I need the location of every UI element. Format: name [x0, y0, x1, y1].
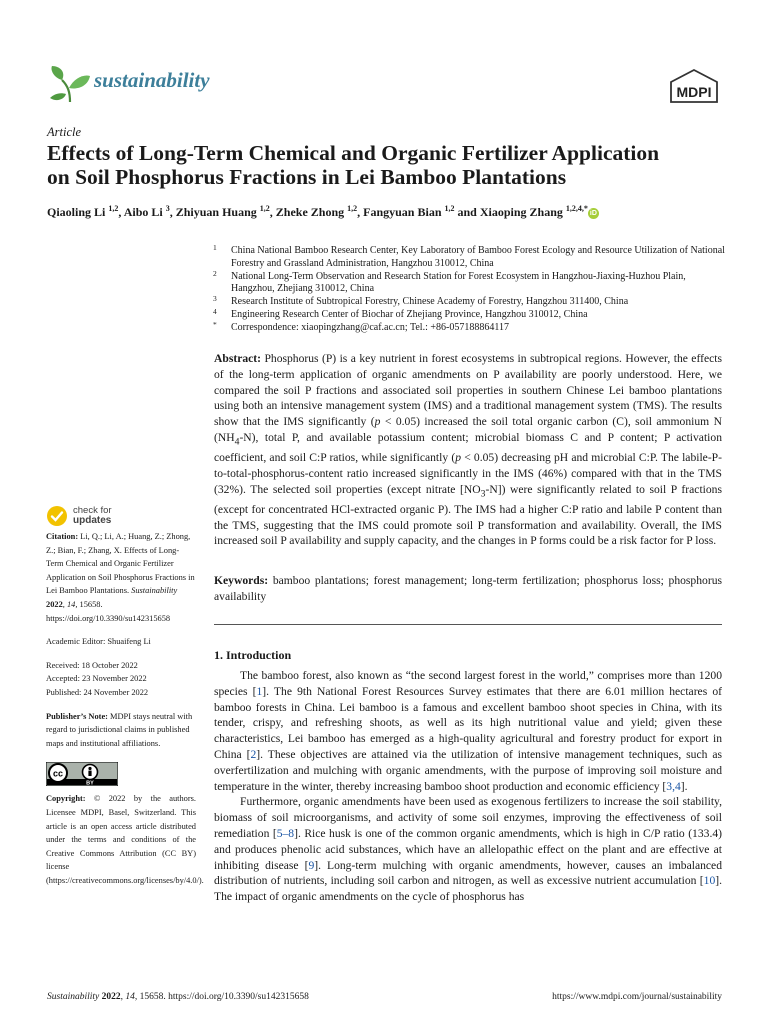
author-name[interactable]: Zheke Zhong — [275, 205, 345, 219]
author-name[interactable]: Aibo Li — [123, 205, 163, 219]
footer-journal-url[interactable]: https://www.mdpi.com/journal/sustainability — [552, 992, 722, 1002]
citation-journal: Sustainability — [131, 586, 178, 596]
sustainability-leaf-logo — [48, 64, 92, 104]
publisher-note — [46, 710, 196, 751]
abstract-text: < 0.05) decreasing pH and microbial C:P. The labile-P-to-total-phosphorus-content ratio increased significantly in the IMS (46%) compared with that in the TMS (32%). The selected soil properties (except nitrate [NO — [214, 451, 722, 496]
check-for-text: check for — [73, 505, 112, 516]
keywords-label: Keywords: — [214, 574, 269, 587]
citation — [46, 530, 196, 625]
abstract-text: Phosphorus (P) is a key nutrient in forest ecosystems in subtropical regions. However, the effects of the long-term application of organic amendments on P availability are poorly understood. Here, we compared the soil P fractions and associated soil properties in southern Chinese Lei bamboo plantations using both an intensive management system (IMS) and a traditional management system (TMS). The results show that the IMS significantly ( — [214, 352, 722, 429]
section-heading-introduction: 1. Introduction — [214, 648, 292, 662]
p-variable: p — [374, 415, 381, 429]
footer-year: 2022 — [99, 992, 121, 1002]
academic-editor: Academic Editor: Shuaifeng Li — [46, 637, 151, 647]
citation-link[interactable]: 2 — [250, 747, 257, 761]
author-separator: , — [118, 205, 124, 219]
abstract-text: -N]) were significantly related to soil P fractions (except for concentrated HCl-extracted organic P). The IMS had a higher C:P ratio and labile P content than the TMS, suggesting that the IMS could promote soil P transformation and availability. Overall, the IMS increased soil P availability and supply capacity, and the changes in P forms could be a risk factor for P loss. — [214, 482, 722, 548]
accepted-date: Accepted: 23 November 2022 — [46, 674, 147, 684]
citation-link[interactable]: 1 — [256, 684, 263, 698]
author-affiliation-mark: 1,2 — [444, 204, 455, 213]
citation-link[interactable]: 5–8 — [276, 826, 295, 840]
copyright — [46, 792, 204, 887]
affiliation-text: Correspondence: xiaopingzhang@caf.ac.cn; Tel.: +86-057188864117 — [231, 321, 509, 333]
affiliation-mark: * — [213, 319, 217, 329]
article-type: Article — [47, 125, 82, 139]
abstract-text: < 0.05) increased the soil total organic carbon (C), soil ammonium N (NH — [214, 415, 722, 444]
section-divider — [214, 624, 722, 625]
updates-text: updates — [73, 515, 112, 526]
affiliation-mark: 2 — [213, 268, 217, 278]
author-affiliation-mark: 3 — [165, 204, 170, 213]
author-affiliation-mark: 1,2 — [108, 204, 119, 213]
affiliation-text: National Long-Term Observation and Research Station for Forest Ecosystem in Hangzhou-Jiaxing-Huzhou Plain, Hangzhou, Zhejiang 310012, China — [231, 270, 686, 295]
affiliation-mark: 4 — [213, 306, 217, 316]
copyright-text: © 2022 by the authors. Licensee MDPI, Basel, Switzerland. This article is an open access article distributed under the terms and conditions of the Creative Commons Attribution (CC BY) license (https://creativecommons.org/licenses/by/4.0/). — [46, 794, 204, 885]
footer-journal: Sustainability — [47, 992, 100, 1002]
citation-link[interactable]: 9 — [308, 858, 315, 872]
article-sidebar — [46, 530, 204, 887]
mdpi-logo-text: MDPI — [676, 84, 712, 100]
footer-volume: , 14, — [120, 992, 138, 1002]
title-line-2: on Soil Phosphorus Fractions in Lei Bamboo Plantations — [47, 165, 567, 189]
intro-paragraph: The bamboo forest, also known as “the second largest forest in the world,” comprises more than 1200 species [1]. The 9th National Forest Resources Survey estimates that there are 6.01 million hectares of bamboo forests in China. Lei bamboo is a famous and excellent bamboo shoot species in China, with its tender, crispy, and refreshing shoots, as well as its high nutritional value and yield; given these characteristics, Lei bamboo has emerged as a high-quality agricultural and forestry product for export in China [2]. These objectives are attained via the utilization of intensive management techniques, such as overfertilization and mulching with organic amendments, with the purpose of improving soil moisture and temperature in the winter, thereby increasing bamboo shoot production and economic efficiency [3,4]. — [214, 669, 723, 793]
subscript: 3 — [480, 488, 486, 499]
affiliation-item — [213, 296, 725, 309]
author-separator: , — [169, 205, 176, 219]
author-name[interactable]: Zhiyuan Huang — [175, 205, 257, 219]
footer-doi[interactable]: 15658. https://doi.org/10.3390/su142315658 — [137, 992, 309, 1002]
abstract-text: -N), total P, and available potassium content; microbial biomass C and P content; P activation coefficient, and soil C:P ratios, while significantly ( — [214, 430, 722, 465]
abstract — [214, 351, 722, 549]
author-affiliation-mark: 1,2 — [347, 204, 358, 213]
introduction-body — [214, 668, 722, 905]
author-separator: , — [269, 205, 276, 219]
affiliation-text: Engineering Research Center of Biochar of Zhejiang Province, Hangzhou 310012, China — [231, 308, 588, 320]
author-affiliation-mark: 1,2,4,* — [565, 204, 588, 213]
author-separator: and — [454, 205, 480, 219]
intro-paragraph: Furthermore, organic amendments have been used as exogenous fertilizers to increase the soil stability, biomass of soil microorganisms, and activity of some soil enzymes, improving the effectiveness of soil remediation [5–8]. Rice husk is one of the common organic amendments, which is high in C/P ratio (133.4) and produces phenolic acid substances, which have an allelopathic effect on the plant and are effective at inhibiting disease [9]. Long-term mulching with organic amendments, however, causes an imbalanced distribution of nutrients, including soil carbon and nitrogen, as well as excessive nutrient accumulation [10]. The impact of organic amendments on the cycle of phosphorus has — [214, 795, 722, 904]
citation-label: Citation: — [46, 532, 79, 541]
author-affiliation-mark: 1,2 — [259, 204, 270, 213]
title-line-1: Effects of Long-Term Chemical and Organic Fertilizer Application — [47, 141, 660, 165]
check-for-updates-button[interactable] — [46, 505, 166, 527]
journal-name: sustainability — [94, 68, 210, 92]
orcid-icon[interactable]: iD — [589, 210, 597, 217]
publisher-note-text: MDPI stays neutral with regard to jurisdictional claims in published maps and institutional affiliations. — [46, 711, 193, 748]
affiliation-item — [213, 306, 725, 322]
check-for-updates-icon — [46, 505, 68, 527]
keywords — [214, 573, 722, 605]
citation-volume: , 14, — [62, 599, 78, 609]
copyright-label: Copyright: — [46, 794, 86, 804]
author-name[interactable]: Fangyuan Bian — [363, 205, 442, 219]
publisher-note-label: Publisher’s Note: — [46, 711, 108, 721]
author-name[interactable]: Qiaoling Li — [47, 205, 106, 219]
article-title — [47, 141, 737, 189]
author-name[interactable]: Xiaoping Zhang — [479, 205, 563, 219]
citation-link[interactable]: 10 — [703, 874, 716, 888]
cc-by-text: BY — [86, 780, 94, 787]
affiliation-text: Research Institute of Subtropical Forestry, Chinese Academy of Forestry, Hangzhou 311400, China — [231, 296, 629, 308]
mdpi-logo — [667, 68, 721, 104]
cc-by-license-badge[interactable] — [46, 762, 118, 786]
affiliation-item — [213, 245, 725, 271]
affiliation-text: China National Bamboo Research Center, Key Laboratory of Bamboo Forest Ecology and Resource Utilization of National Forestry and Grassland Administration, Hangzhou 310012, China — [231, 245, 725, 269]
affiliation-mark: 1 — [213, 243, 217, 252]
p-variable: p — [455, 451, 462, 465]
received-date: Received: 18 October 2022 — [46, 660, 138, 670]
cc-icon: cc — [52, 768, 64, 779]
affiliations — [213, 245, 725, 335]
affiliation-item — [213, 319, 725, 335]
abstract-label: Abstract: — [214, 352, 262, 365]
footer-citation — [47, 992, 309, 1002]
published-date: Published: 24 November 2022 — [46, 687, 149, 697]
affiliation-mark: 3 — [213, 294, 217, 304]
affiliation-item — [213, 268, 725, 297]
author-separator: , — [357, 205, 364, 219]
keywords-text: bamboo plantations; forest management; long-term fertilization; phosphorus loss; phosphorus availability — [214, 574, 722, 603]
citation-year: 2022 — [46, 599, 63, 609]
author-list — [47, 204, 599, 220]
citation-doi[interactable]: 15658. https://doi.org/10.3390/su142315658 — [46, 599, 171, 623]
subscript: 4 — [234, 436, 240, 448]
citation-text: Li, Q.; Li, A.; Huang, Z.; Zhong, Z.; Bian, F.; Zhang, X. Effects of Long-Term Chemical and Organic Fertilizer Application on Soil Phosphorus Fractions in Lei Bamboo Plantations. — [46, 532, 195, 596]
citation-link[interactable]: 3,4 — [666, 779, 681, 793]
